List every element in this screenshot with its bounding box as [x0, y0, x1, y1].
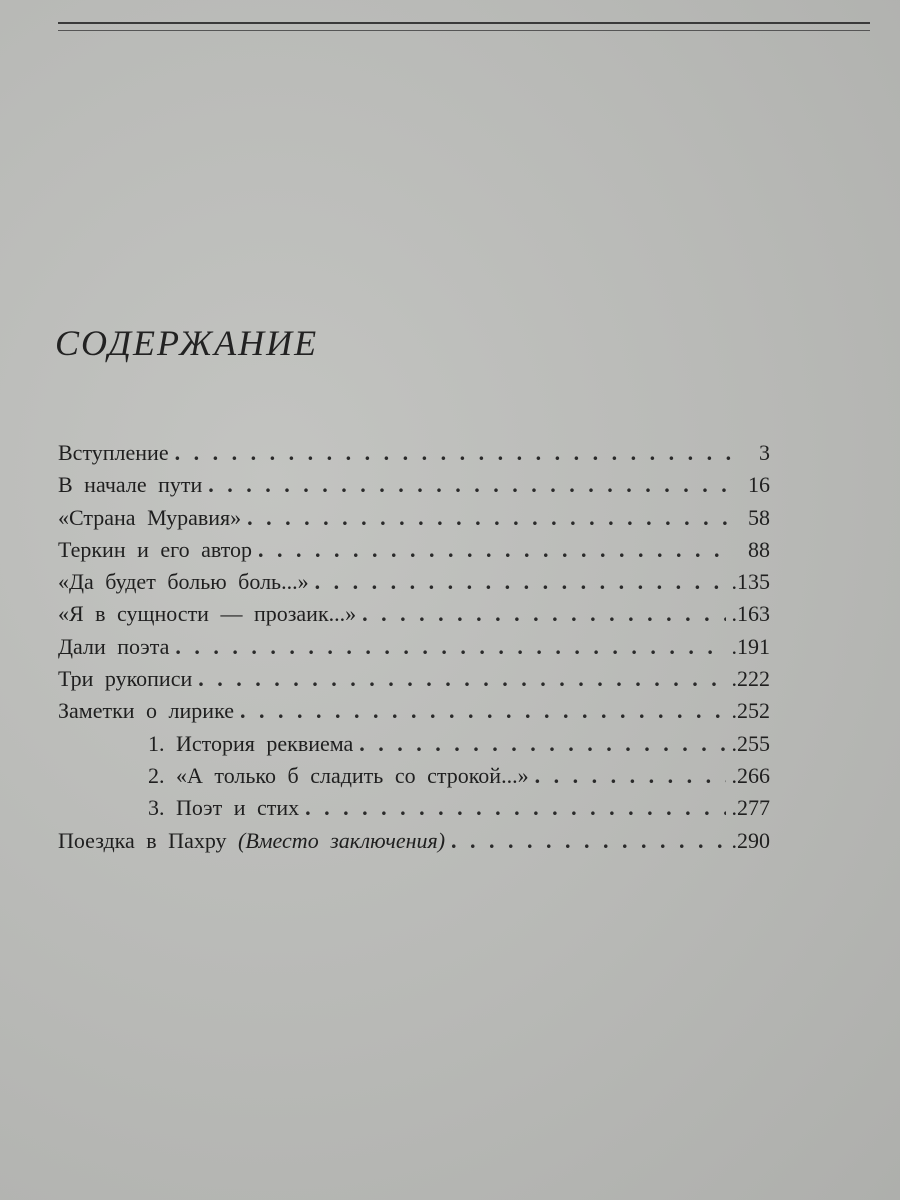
toc-entry-page: .252 — [731, 698, 770, 724]
toc-entry — [58, 437, 770, 469]
toc-entry-page: .163 — [731, 601, 770, 627]
toc-leader-dots — [208, 469, 734, 501]
toc-entry — [58, 695, 770, 727]
toc-leader-dots — [247, 502, 734, 534]
toc-leader-dots — [258, 534, 734, 566]
toc-entry — [58, 825, 770, 857]
toc-entry-title: Поездка в Пахру — [58, 827, 227, 853]
toc-entry-page: .135 — [731, 569, 770, 595]
toc-entry-page: .277 — [731, 795, 770, 821]
top-rule-thin — [58, 30, 870, 31]
toc-entry — [58, 566, 770, 598]
toc-entry-page: 58 — [748, 504, 770, 530]
toc-subentry — [58, 728, 770, 760]
toc-entry-title: Теркин и его автор — [58, 536, 253, 562]
toc-leader-dots — [451, 825, 725, 857]
toc-entry-title: Вступление — [58, 440, 169, 465]
toc-leader-dots — [535, 760, 726, 792]
table-of-contents — [58, 437, 770, 857]
toc-leader-dots — [175, 437, 734, 469]
toc-leader-dots — [198, 663, 725, 695]
toc-entry-title: «Я в сущности — прозаик...» — [58, 601, 357, 627]
toc-leader-dots — [315, 566, 726, 598]
toc-entry-title: 3. Поэт и стих — [148, 795, 300, 821]
toc-entry-page: .255 — [731, 730, 770, 756]
toc-leader-dots — [175, 631, 725, 663]
toc-entry-page: 88 — [748, 536, 770, 562]
toc-entry-title: «Страна Муравия» — [58, 504, 242, 530]
toc-leader-dots — [240, 695, 726, 727]
toc-entry-title-group — [58, 825, 445, 857]
toc-entry-title: Три рукописи — [58, 666, 193, 692]
toc-subentry — [58, 792, 770, 824]
toc-entry-page: .191 — [731, 633, 770, 659]
top-rule — [58, 22, 870, 24]
toc-entry-page: .222 — [731, 666, 770, 692]
toc-entry — [58, 631, 770, 663]
toc-subentry — [58, 760, 770, 792]
toc-entry-page: 16 — [748, 472, 770, 498]
toc-entry-title: 2. «А только б сладить со строкой...» — [148, 762, 529, 788]
toc-entry-title: В начале пути — [58, 472, 203, 498]
toc-entry-page: 3 — [759, 440, 770, 465]
toc-entry-page: .290 — [731, 827, 770, 853]
toc-entry-title: 1. История реквиема — [148, 730, 354, 756]
toc-entry — [58, 502, 770, 534]
toc-leader-dots — [362, 598, 725, 630]
toc-entry-title: Дали поэта — [58, 633, 170, 659]
toc-entry — [58, 663, 770, 695]
toc-entry-page: .266 — [731, 762, 770, 788]
toc-leader-dots — [359, 728, 725, 760]
toc-leader-dots — [305, 792, 725, 824]
toc-entry-title: «Да будет болью боль...» — [58, 569, 309, 595]
contents-heading: СОДЕРЖАНИЕ — [55, 323, 319, 363]
toc-entry-title: Заметки о лирике — [58, 698, 234, 724]
toc-entry — [58, 598, 770, 630]
toc-entry — [58, 534, 770, 566]
toc-entry — [58, 469, 770, 501]
toc-entry-title-note: (Вместо заключения) — [238, 827, 446, 853]
